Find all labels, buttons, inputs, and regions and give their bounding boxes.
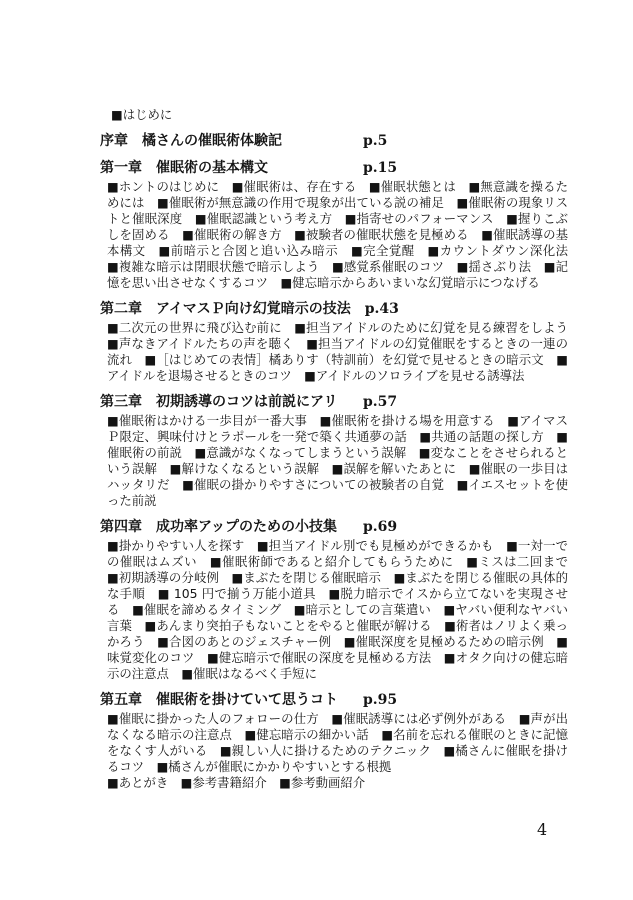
toc-item: ■橘さんに催眠を掛けるコツ [107,743,569,774]
toc-item: ■初期誘導の分岐例 [107,570,219,585]
toc-item: ■感覚系催眠のコツ [331,259,445,274]
toc-item: ■あんまり突拍子もないことをやると催眠が解ける [144,618,432,633]
chapter-heading [100,519,570,536]
toc-item: ■無意識を操るためには [107,179,569,210]
toc-item: ■催眠術の現象リストと催眠深度 [107,195,569,226]
chapter-heading [100,394,570,411]
toc-item: ■共通の話題の探し方 [419,429,544,444]
toc-item: ■催眠を諦めるタイミング [132,602,282,617]
chapter-2 [100,301,570,384]
toc-item: ■橘さんが催眠にかかりやすいとする根拠 [156,759,392,774]
toc-item: ■まぶたを閉じる催眠の具体的な手順 [107,570,569,601]
toc-item: ■健忘暗示の細かい話 [244,727,369,742]
toc-item: ■味覚変化のコツ [107,634,569,665]
toc-item: ■担当アイドルのために幻覚を見る練習をしよう [294,320,569,335]
toc-item: ■カウントダウン深化法 [427,243,568,258]
toc-item: ■記憶を思い出させなくするコツ [107,259,569,290]
toc-item: ■揺さぶり法 [456,259,532,274]
toc-item: ■催眠認識という考え方 [194,211,333,226]
toc-item: ■誤解を解いたあとに [331,461,457,476]
chapter-heading [100,301,570,318]
toc-item: ■催眠術はかける一歩目が一番大事 [107,413,308,428]
toc-item: ■イエスセットを使った前説 [107,477,569,508]
toc-item: ■あとがき [107,775,169,790]
chapter-heading [100,133,570,150]
toc-item: ■二次元の世界に飛び込む前に [107,320,282,335]
chapter-1 [100,160,570,291]
toc-item: ■オタク向けの健忘暗示の注意点 [107,650,568,681]
toc-item: ■催眠術を掛ける場を用意する [319,413,495,428]
toc-item: ■催眠術は、存在する [231,179,357,194]
toc-item: ■解けなくなるという誤解 [169,461,320,476]
toc-item: ■複雑な暗示は閉眼状態で暗示しよう [107,259,320,274]
toc-item: ■催眠誘導の基本構文 [107,227,569,258]
toc-item: ■術者はノリよく乗っかろう [107,618,568,649]
toc-item: ■参考動画紹介 [279,775,366,790]
chapter-heading [100,692,570,709]
toc-item: ■ミスは二回まで [466,554,568,569]
chapter-5 [100,692,570,791]
chapter-items [107,320,568,384]
toc-item: ■［はじめての表情］橘ありす（特訓前）を幻覚で見せるときの暗示文 [144,352,544,367]
toc-item: ■担当アイドル別でも見極めができるかも [256,538,494,553]
chapter-title: 第五章 催眠術を掛けていて思うコト [100,692,338,708]
toc-item: ■名前を忘れる催眠のときに記憶をなくす人がいる [107,727,569,758]
table-of-contents [100,107,570,791]
toc-item: ■ヤバい便利なヤバい言葉 [107,602,568,633]
chapter-page-number: p.57 [363,394,398,410]
chapter-prologue [100,133,570,150]
toc-item: ■健忘暗示で催眠の深度を見極める方法 [207,650,432,665]
page-number: 4 [537,820,548,839]
chapter-3 [100,394,570,509]
chapter-title: 第一章 催眠術の基本構文 [100,160,268,176]
toc-item: ■まぶたを閉じる催眠暗示 [231,570,382,585]
chapter-heading [100,160,570,177]
toc-item: ■掛かりやすい人を探す [107,538,245,553]
chapter-page-number: p.15 [363,160,398,176]
toc-item: ■ 105 円で揃う万能小道具 [157,586,316,601]
toc-item: ■健忘暗示からあいまいな幻覚暗示につなげる [280,275,540,290]
toc-item: ■催眠術師であると紹介してもらうために [209,554,454,569]
toc-item: ■アイドルを退場させるときのコツ [107,352,568,383]
toc-item: ■親しい人に掛けるためのテクニック [219,743,431,758]
back-matter [107,775,568,791]
chapter-title: 第二章 アイマスＰ向け幻覚暗示の技法 [100,301,351,317]
toc-item: ■一対一での催眠はムズい [107,538,569,569]
chapter-4 [100,519,570,682]
toc-item: ■催眠誘導には必ず例外がある [331,711,507,726]
toc-item: ■アイドルのソロライブを見せる誘導法 [304,368,525,383]
chapter-page-number: p.69 [363,519,398,535]
chapter-page-number: p.5 [363,133,388,149]
chapter-items [107,711,568,775]
toc-item: ■アイマスＰ限定、興味付けとラポールを一発で築く共通夢の話 [107,413,569,444]
toc-item: ■合図のあとのジェスチャー例 [157,634,332,649]
toc-item: ■催眠に掛かった人のフォローの仕方 [107,711,319,726]
chapter-title: 序章 橘さんの催眠術体験記 [100,133,282,149]
toc-item: ■催眠術の前説 [107,429,569,460]
toc-item: ■脱力暗示でイスから立てないを実現させる [107,586,569,617]
toc-item: ■催眠状態とは [368,179,456,194]
toc-item: ■催眠の一歩目はハッタリだ [107,461,569,492]
toc-item: ■完全覚醒 [350,243,415,258]
toc-item: ■声が出なくなる暗示の注意点 [107,711,569,742]
chapter-title: 第三章 初期誘導のコツは前説にアリ [100,394,338,410]
toc-item: ■参考書籍紹介 [180,775,267,790]
toc-item: ■催眠術の解き方 [182,227,282,242]
toc-item: ■ホントのはじめに [107,179,220,194]
toc-item: ■催眠深度を見極めるための暗示例 [343,634,544,649]
toc-item: ■担当アイドルの幻覚催眠をするときの一連の流れ [107,336,569,367]
toc-item: ■被験者の催眠状態を見極める [294,227,469,242]
chapter-page-number: p.43 [364,301,399,317]
chapter-items [107,538,568,682]
toc-item: ■暗示としての言葉遣い [293,602,431,617]
chapter-title: 第四章 成功率アップのための小技集 [100,519,338,535]
toc-item: ■声なきアイドルたちの声を聴く [107,336,294,351]
toc-item: ■変なことをさせられるという誤解 [107,445,568,476]
toc-item: ■握りこぶしを固める [107,211,569,242]
toc-intro-item: ■はじめに [111,107,173,122]
toc-item: ■前暗示と合図と追い込み暗示 [158,243,339,258]
toc-item: ■意識がなくなってしまうという誤解 [194,445,407,460]
toc-item: ■催眠術が無意識の作用で現象が出ている説の補足 [157,195,444,210]
chapter-items [107,179,568,291]
toc-item: ■催眠の掛かりやすさについての被験者の自覚 [182,477,445,492]
chapter-page-number: p.95 [363,692,398,708]
chapter-items [107,413,568,509]
toc-item: ■催眠はなるべく手短に [181,666,317,681]
toc-item: ■指寄せのパフォーマンス [344,211,494,226]
